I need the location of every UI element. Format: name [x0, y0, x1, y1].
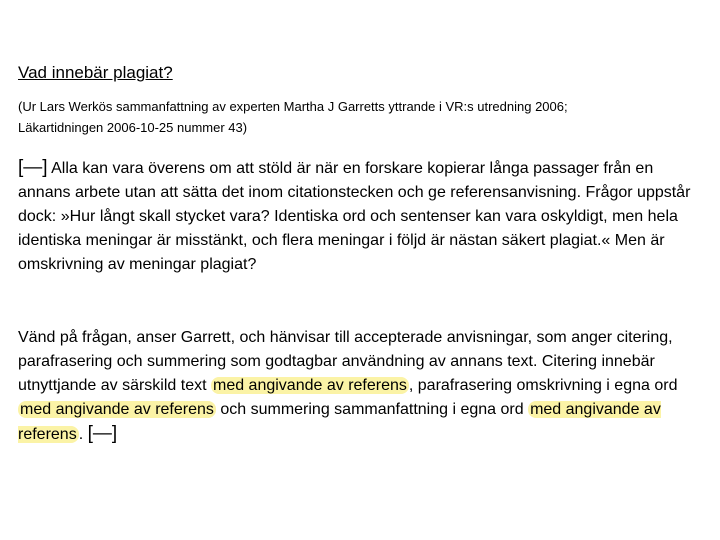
citation-line-1: (Ur Lars Werkös sammanfattning av experten Martha J Garretts yttrande i VR:s utredning 2006; — [18, 99, 568, 114]
paragraph-2-text-3: och summering sammanfattning i egna ord — [215, 401, 529, 418]
paragraph-2-text-1: Vänd på frågan, anser Garrett, och hänvisar till accepterade anvisningar, som anger citering, parafrasering och summering som godtagbar användning av annans text. Citering innebär utnyttjande av särskild text — [18, 329, 673, 394]
citation-line-2: Läkartidningen 2006-10-25 nummer 43) — [18, 120, 248, 135]
paragraph-2-text-4: . — [78, 426, 88, 443]
paragraph-1-text: Alla kan vara överens om att stöld är när en forskare kopierar långa passager från en annans arbete utan att sätta det inom citationstecken och ge referensanvisning. Frågor uppstår dock: »Hur långt skall stycket vara? Identiska ord och sentenser kan vara oskyldigt, men hela identiska meningar är misstänkt, och flera meningar i följd är nästan säkert plagiat.« Men är omskrivning av meningar plagiat? — [18, 160, 691, 273]
source-citation — [18, 96, 658, 138]
page-title: Vad innebär plagiat? — [18, 63, 173, 82]
paragraph-1 — [18, 156, 698, 277]
omission-bracket-close: [—] — [87, 423, 118, 444]
highlight-reference-3: med angivande av referens — [18, 401, 661, 443]
highlight-reference-2: med angivande av referens — [20, 401, 214, 418]
highlight-reference-1: med angivande av referens — [212, 377, 407, 394]
paragraph-2 — [18, 326, 698, 447]
omission-bracket-open: [—] — [18, 157, 48, 178]
paragraph-2-text-2: , parafrasering omskrivning i egna ord — [408, 377, 678, 394]
